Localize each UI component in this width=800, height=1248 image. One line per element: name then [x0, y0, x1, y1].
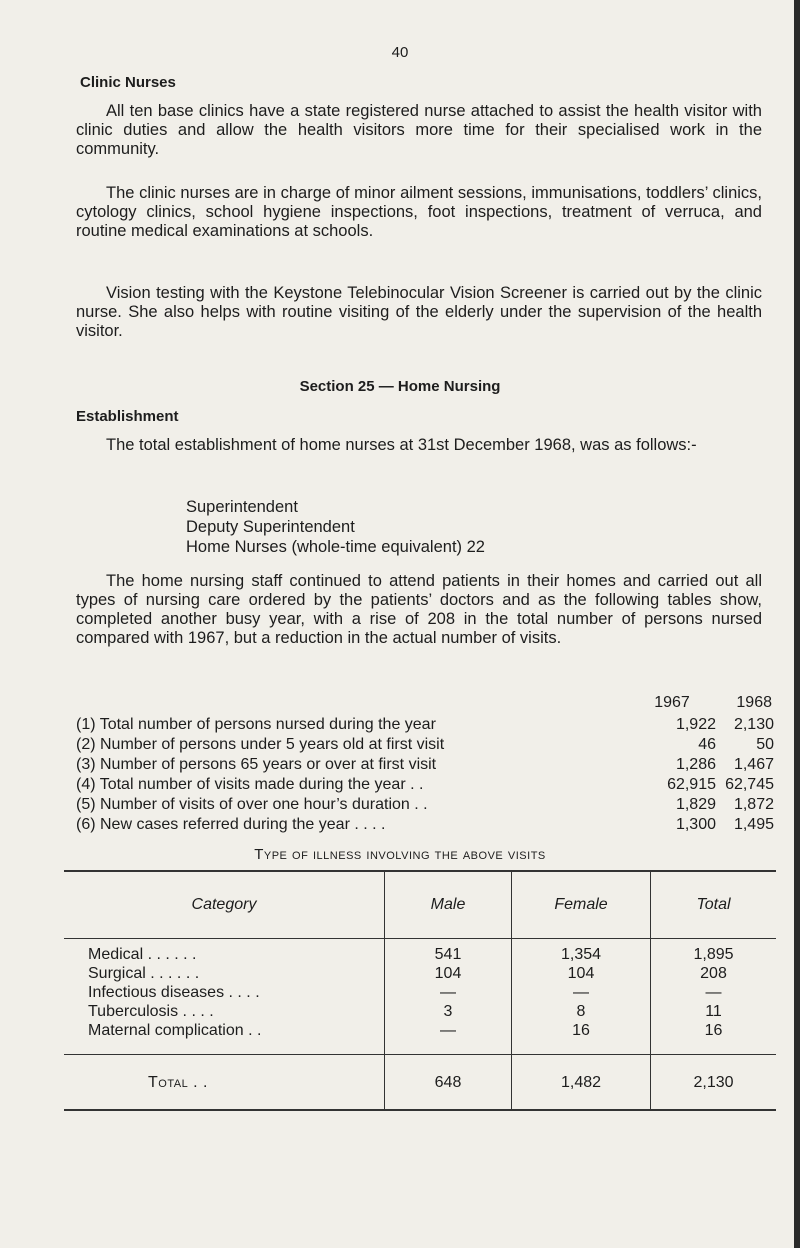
stats-row	[76, 716, 776, 735]
table-row	[64, 1002, 776, 1021]
row-male: —	[385, 983, 512, 1002]
clinic-nurses-heading: Clinic Nurses	[80, 74, 176, 91]
page-edge-shadow	[794, 0, 800, 1248]
row-total: 208	[651, 964, 777, 983]
row-male: —	[385, 1021, 512, 1055]
stats-row	[76, 736, 776, 755]
establishment-heading: Establishment	[76, 408, 179, 425]
stats-row	[76, 796, 776, 815]
stats-label: (1) Total number of persons nursed during the year	[76, 716, 436, 733]
row-total: 1,895	[651, 939, 777, 965]
total-row	[64, 1055, 776, 1111]
row-female: —	[512, 983, 651, 1002]
row-total: —	[651, 983, 777, 1002]
table-row	[64, 964, 776, 983]
header-total: Total	[651, 871, 777, 939]
stats-value-1967: 1,829	[675, 796, 716, 813]
clinic-paragraph-1: All ten base clinics have a state registered nurse attached to assist the health visitor with clinic duties and allow the health visitors more time for their specialised work in the community.	[76, 102, 762, 158]
row-female: 1,354	[512, 939, 651, 965]
stats-label: (6) New cases referred during the year . . . .	[76, 816, 386, 833]
illness-table-header-row	[64, 871, 776, 939]
stats-value-1967: 1,922	[675, 716, 716, 733]
table-row	[64, 939, 776, 965]
row-category: Medical . . . . . .	[88, 946, 197, 963]
staff-item-deputy: Deputy Superintendent	[186, 518, 355, 536]
stats-value-1968: 50	[756, 736, 774, 753]
row-total: 11	[651, 1002, 777, 1021]
stats-value-1967: 46	[698, 736, 716, 753]
stats-value-1967: 62,915	[667, 776, 716, 793]
clinic-paragraph-2: The clinic nurses are in charge of minor ailment sessions, immunisations, toddlers’ clinics, cytology clinics, school hygiene inspections, foot inspections, treatment of verruca, and routine medical examinations at schools.	[76, 184, 762, 240]
row-male: 104	[385, 964, 512, 983]
row-female: 104	[512, 964, 651, 983]
header-category: Category	[191, 896, 257, 913]
stats-row	[76, 816, 776, 835]
stats-value-1968: 2,130	[733, 716, 774, 733]
stats-value-1968: 1,467	[733, 756, 774, 773]
total-total: 2,130	[651, 1055, 777, 1111]
staff-item-home-nurses: Home Nurses (whole-time equivalent) 22	[186, 538, 485, 556]
year-1967-header: 1967	[654, 694, 690, 711]
illness-table-title: Type of illness involving the above visits	[254, 846, 546, 863]
stats-value-1968: 1,872	[733, 796, 774, 813]
home-nursing-paragraph: The home nursing staff continued to attend patients in their homes and carried out all types of nursing care ordered by the patients’ doctors and as the following tables show, completed another busy year, with a rise of 208 in the total number of persons nursed compared with 1967, but a reduction in the actual number of visits.	[76, 572, 762, 647]
row-category: Surgical . . . . . .	[88, 965, 200, 982]
stats-label: (2) Number of persons under 5 years old at first visit	[76, 736, 445, 753]
clinic-paragraph-3: Vision testing with the Keystone Telebinocular Vision Screener is carried out by the clinic nurse. She also helps with routine visiting of the elderly under the supervision of the health visitor.	[76, 284, 762, 340]
row-category: Infectious diseases . . . .	[88, 984, 260, 1001]
row-female: 16	[512, 1021, 651, 1055]
row-category: Maternal complication . .	[88, 1022, 262, 1039]
stats-value-1968: 62,745	[725, 776, 774, 793]
year-1968-header: 1968	[736, 694, 772, 711]
header-female: Female	[512, 871, 651, 939]
row-category: Tuberculosis . . . .	[88, 1003, 214, 1020]
stats-header	[76, 694, 776, 713]
stats-label: (5) Number of visits of over one hour’s duration . .	[76, 796, 428, 813]
row-female: 8	[512, 1002, 651, 1021]
total-male: 648	[385, 1055, 512, 1111]
stats-row	[76, 776, 776, 795]
stats-value-1967: 1,286	[675, 756, 716, 773]
stats-label: (4) Total number of visits made during the year . .	[76, 776, 424, 793]
table-row	[64, 1021, 776, 1055]
stats-row	[76, 756, 776, 775]
page-number: 40	[391, 44, 409, 61]
header-male: Male	[385, 871, 512, 939]
table-row	[64, 983, 776, 1002]
row-male: 541	[385, 939, 512, 965]
total-female: 1,482	[512, 1055, 651, 1111]
row-male: 3	[385, 1002, 512, 1021]
staff-item-superintendent: Superintendent	[186, 498, 298, 516]
stats-value-1967: 1,300	[675, 816, 716, 833]
row-total: 16	[651, 1021, 777, 1055]
section-title: Section 25 — Home Nursing	[299, 378, 501, 395]
stats-label: (3) Number of persons 65 years or over at first visit	[76, 756, 437, 773]
total-label: Total . .	[148, 1073, 208, 1091]
illness-table	[64, 870, 776, 1111]
stats-value-1968: 1,495	[733, 816, 774, 833]
establishment-intro: The total establishment of home nurses at 31st December 1968, was as follows:-	[106, 436, 697, 454]
